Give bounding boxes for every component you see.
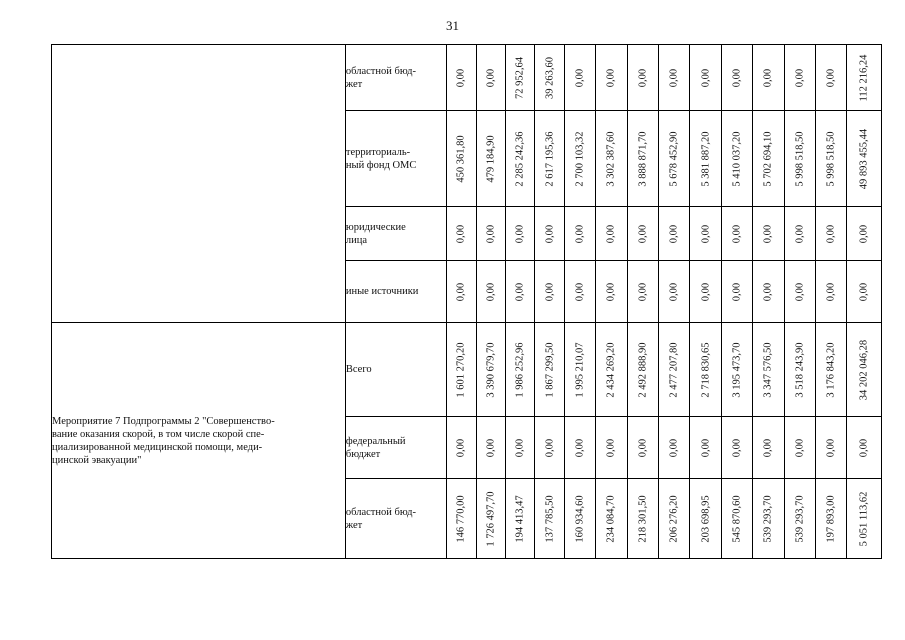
year-value-cell xyxy=(627,417,658,479)
year-value-cell xyxy=(721,261,752,323)
year-value-cell xyxy=(627,323,658,417)
year-value-cell xyxy=(476,479,505,559)
year-value-cell xyxy=(658,207,689,261)
year-value-cell xyxy=(721,323,752,417)
amount-value: 0,00 xyxy=(794,282,806,301)
amount-value: 234 084,70 xyxy=(605,494,617,543)
year-value-cell xyxy=(627,479,658,559)
year-value-cell xyxy=(627,261,658,323)
amount-value: 0,00 xyxy=(794,438,806,457)
amount-value: 218 301,50 xyxy=(637,494,649,543)
amount-value: 0,00 xyxy=(544,438,556,457)
funding-source-cell xyxy=(345,261,446,323)
year-value-cell xyxy=(535,261,564,323)
amount-value: 0,00 xyxy=(668,224,680,243)
year-value-cell xyxy=(784,261,815,323)
total-value-cell xyxy=(847,323,882,417)
amount-value: 194 413,47 xyxy=(514,494,526,543)
year-value-cell xyxy=(658,323,689,417)
year-value-cell xyxy=(815,323,846,417)
year-value-cell xyxy=(753,417,784,479)
funding-source-cell xyxy=(345,479,446,559)
amount-value: 5 381 887,20 xyxy=(700,130,712,187)
year-value-cell xyxy=(596,45,627,111)
year-value-cell xyxy=(505,45,534,111)
amount-value: 0,00 xyxy=(700,282,712,301)
amount-value: 49 893 455,44 xyxy=(858,128,870,189)
amount-value: 72 952,64 xyxy=(514,56,526,99)
year-value-cell xyxy=(753,323,784,417)
year-value-cell xyxy=(815,111,846,207)
amount-value: 0,00 xyxy=(858,282,870,301)
amount-value: 2 700 103,32 xyxy=(574,130,586,187)
year-value-cell xyxy=(596,417,627,479)
amount-value: 197 893,00 xyxy=(825,494,837,543)
amount-value: 0,00 xyxy=(762,282,774,301)
amount-value: 146 770,00 xyxy=(455,494,467,543)
year-value-cell xyxy=(447,45,476,111)
year-value-cell xyxy=(690,417,721,479)
amount-value: 3 176 843,20 xyxy=(825,341,837,398)
amount-value: 5 678 452,90 xyxy=(668,130,680,187)
year-value-cell xyxy=(784,479,815,559)
year-value-cell xyxy=(815,417,846,479)
amount-value: 203 698,95 xyxy=(700,494,712,543)
year-value-cell xyxy=(627,111,658,207)
amount-value: 0,00 xyxy=(825,438,837,457)
year-value-cell xyxy=(690,207,721,261)
year-value-cell xyxy=(564,45,595,111)
page-number: 31 xyxy=(446,18,459,33)
year-value-cell xyxy=(596,111,627,207)
year-value-cell xyxy=(721,111,752,207)
year-value-cell xyxy=(505,417,534,479)
year-value-cell xyxy=(476,111,505,207)
budget-table xyxy=(51,44,882,559)
amount-value: 3 518 243,90 xyxy=(794,341,806,398)
amount-value: 0,00 xyxy=(700,438,712,457)
amount-value: 1 601 270,20 xyxy=(455,341,467,398)
amount-value: 539 293,70 xyxy=(762,494,774,543)
amount-value: 5 998 518,50 xyxy=(794,130,806,187)
amount-value: 0,00 xyxy=(485,224,497,243)
amount-value: 0,00 xyxy=(455,68,467,87)
amount-value: 0,00 xyxy=(794,68,806,87)
amount-value: 0,00 xyxy=(605,68,617,87)
amount-value: 0,00 xyxy=(605,282,617,301)
year-value-cell xyxy=(476,417,505,479)
year-value-cell xyxy=(815,479,846,559)
year-value-cell xyxy=(784,45,815,111)
year-value-cell xyxy=(784,323,815,417)
year-value-cell xyxy=(476,207,505,261)
amount-value: 0,00 xyxy=(514,282,526,301)
year-value-cell xyxy=(535,111,564,207)
year-value-cell xyxy=(784,417,815,479)
amount-value: 0,00 xyxy=(762,68,774,87)
year-value-cell xyxy=(815,207,846,261)
year-value-cell xyxy=(721,417,752,479)
funding-source-label: юридические лица xyxy=(345,221,406,246)
year-value-cell xyxy=(564,207,595,261)
amount-value: 0,00 xyxy=(700,68,712,87)
year-value-cell xyxy=(658,479,689,559)
year-value-cell xyxy=(596,479,627,559)
year-value-cell xyxy=(596,261,627,323)
amount-value: 0,00 xyxy=(605,438,617,457)
funding-source-label: федеральный бюджет xyxy=(345,435,406,460)
year-value-cell xyxy=(535,479,564,559)
year-value-cell xyxy=(535,417,564,479)
year-value-cell xyxy=(447,111,476,207)
amount-value: 39 263,60 xyxy=(544,56,556,99)
amount-value: 2 285 242,36 xyxy=(514,130,526,187)
amount-value: 0,00 xyxy=(574,282,586,301)
amount-value: 0,00 xyxy=(794,224,806,243)
amount-value: 2 477 207,80 xyxy=(668,341,680,398)
amount-value: 5 410 037,20 xyxy=(731,130,743,187)
amount-value: 0,00 xyxy=(731,224,743,243)
year-value-cell xyxy=(784,111,815,207)
year-value-cell xyxy=(627,207,658,261)
year-value-cell xyxy=(476,261,505,323)
amount-value: 1 995 210,07 xyxy=(574,341,586,398)
activity-description-cell xyxy=(52,45,346,323)
amount-value: 479 184,90 xyxy=(485,134,497,183)
year-value-cell xyxy=(505,111,534,207)
amount-value: 160 934,60 xyxy=(574,494,586,543)
amount-value: 34 202 046,28 xyxy=(858,339,870,400)
year-value-cell xyxy=(564,417,595,479)
amount-value: 0,00 xyxy=(574,68,586,87)
year-value-cell xyxy=(721,45,752,111)
total-value-cell xyxy=(847,417,882,479)
amount-value: 0,00 xyxy=(637,224,649,243)
amount-value: 112 216,24 xyxy=(858,54,870,101)
amount-value: 2 617 195,36 xyxy=(544,130,556,187)
table-row xyxy=(52,45,882,111)
amount-value: 2 434 269,20 xyxy=(605,341,617,398)
amount-value: 0,00 xyxy=(825,224,837,243)
year-value-cell xyxy=(721,479,752,559)
amount-value: 0,00 xyxy=(455,282,467,301)
year-value-cell xyxy=(690,323,721,417)
amount-value: 0,00 xyxy=(485,68,497,87)
amount-value: 0,00 xyxy=(637,282,649,301)
amount-value: 0,00 xyxy=(605,224,617,243)
year-value-cell xyxy=(535,45,564,111)
amount-value: 0,00 xyxy=(731,438,743,457)
year-value-cell xyxy=(753,45,784,111)
amount-value: 0,00 xyxy=(574,224,586,243)
amount-value: 0,00 xyxy=(858,438,870,457)
amount-value: 137 785,50 xyxy=(544,494,556,543)
amount-value: 0,00 xyxy=(455,224,467,243)
year-value-cell xyxy=(476,323,505,417)
year-value-cell xyxy=(690,479,721,559)
year-value-cell xyxy=(535,207,564,261)
amount-value: 0,00 xyxy=(762,438,774,457)
funding-source-label: Всего xyxy=(345,364,372,375)
year-value-cell xyxy=(447,261,476,323)
activity-description: Мероприятие 7 Подпрограммы 2 "Совершенство- вание оказания скорой, в том числе скорой спе- циализированной медицинской помощи, меди- цинской эвакуации" xyxy=(52,415,275,466)
total-value-cell xyxy=(847,261,882,323)
total-value-cell xyxy=(847,45,882,111)
amount-value: 0,00 xyxy=(668,68,680,87)
amount-value: 545 870,60 xyxy=(731,494,743,543)
amount-value: 0,00 xyxy=(544,282,556,301)
year-value-cell xyxy=(505,261,534,323)
amount-value: 1 726 497,70 xyxy=(485,490,497,547)
year-value-cell xyxy=(753,261,784,323)
year-value-cell xyxy=(658,261,689,323)
year-value-cell xyxy=(815,45,846,111)
year-value-cell xyxy=(564,111,595,207)
amount-value: 539 293,70 xyxy=(794,494,806,543)
amount-value: 5 702 694,10 xyxy=(762,130,774,187)
year-value-cell xyxy=(690,45,721,111)
amount-value: 0,00 xyxy=(637,438,649,457)
funding-source-label: иные источники xyxy=(345,286,419,297)
total-value-cell xyxy=(847,479,882,559)
year-value-cell xyxy=(596,323,627,417)
amount-value: 450 361,80 xyxy=(455,134,467,183)
amount-value: 3 888 871,70 xyxy=(637,130,649,187)
year-value-cell xyxy=(535,323,564,417)
year-value-cell xyxy=(753,111,784,207)
funding-source-cell xyxy=(345,417,446,479)
year-value-cell xyxy=(753,479,784,559)
year-value-cell xyxy=(658,111,689,207)
year-value-cell xyxy=(596,207,627,261)
amount-value: 0,00 xyxy=(485,282,497,301)
amount-value: 0,00 xyxy=(668,282,680,301)
amount-value: 2 492 888,90 xyxy=(637,341,649,398)
amount-value: 2 718 830,65 xyxy=(700,341,712,398)
amount-value: 3 347 576,50 xyxy=(762,341,774,398)
amount-value: 5 051 113,62 xyxy=(858,491,870,546)
total-value-cell xyxy=(847,207,882,261)
year-value-cell xyxy=(658,45,689,111)
year-value-cell xyxy=(564,323,595,417)
year-value-cell xyxy=(447,207,476,261)
year-value-cell xyxy=(784,207,815,261)
amount-value: 0,00 xyxy=(825,68,837,87)
year-value-cell xyxy=(627,45,658,111)
year-value-cell xyxy=(564,479,595,559)
amount-value: 3 195 473,70 xyxy=(731,341,743,398)
total-value-cell xyxy=(847,111,882,207)
year-value-cell xyxy=(564,261,595,323)
amount-value: 0,00 xyxy=(637,68,649,87)
year-value-cell xyxy=(690,261,721,323)
funding-source-label: областной бюд- жет xyxy=(345,65,416,90)
amount-value: 0,00 xyxy=(514,438,526,457)
amount-value: 3 302 387,60 xyxy=(605,130,617,187)
amount-value: 0,00 xyxy=(700,224,712,243)
amount-value: 0,00 xyxy=(668,438,680,457)
amount-value: 0,00 xyxy=(574,438,586,457)
amount-value: 0,00 xyxy=(544,224,556,243)
amount-value: 3 390 679,70 xyxy=(485,341,497,398)
amount-value: 0,00 xyxy=(455,438,467,457)
year-value-cell xyxy=(447,417,476,479)
amount-value: 0,00 xyxy=(485,438,497,457)
amount-value: 5 998 518,50 xyxy=(825,130,837,187)
funding-source-label: территориаль- ный фонд ОМС xyxy=(345,146,417,171)
year-value-cell xyxy=(447,479,476,559)
amount-value: 0,00 xyxy=(731,282,743,301)
amount-value: 206 276,20 xyxy=(668,494,680,543)
amount-value: 0,00 xyxy=(514,224,526,243)
amount-value: 1 867 299,50 xyxy=(544,341,556,398)
year-value-cell xyxy=(658,417,689,479)
year-value-cell xyxy=(815,261,846,323)
funding-source-cell xyxy=(345,207,446,261)
activity-description-cell xyxy=(52,323,346,559)
table-row xyxy=(52,323,882,417)
year-value-cell xyxy=(690,111,721,207)
funding-source-label: областной бюд- жет xyxy=(345,506,416,531)
year-value-cell xyxy=(753,207,784,261)
amount-value: 0,00 xyxy=(825,282,837,301)
year-value-cell xyxy=(476,45,505,111)
amount-value: 0,00 xyxy=(858,224,870,243)
year-value-cell xyxy=(447,323,476,417)
funding-source-cell xyxy=(345,111,446,207)
amount-value: 0,00 xyxy=(762,224,774,243)
year-value-cell xyxy=(505,479,534,559)
year-value-cell xyxy=(721,207,752,261)
year-value-cell xyxy=(505,207,534,261)
year-value-cell xyxy=(505,323,534,417)
amount-value: 0,00 xyxy=(731,68,743,87)
funding-source-cell xyxy=(345,323,446,417)
amount-value: 1 986 252,96 xyxy=(514,341,526,398)
funding-source-cell xyxy=(345,45,446,111)
